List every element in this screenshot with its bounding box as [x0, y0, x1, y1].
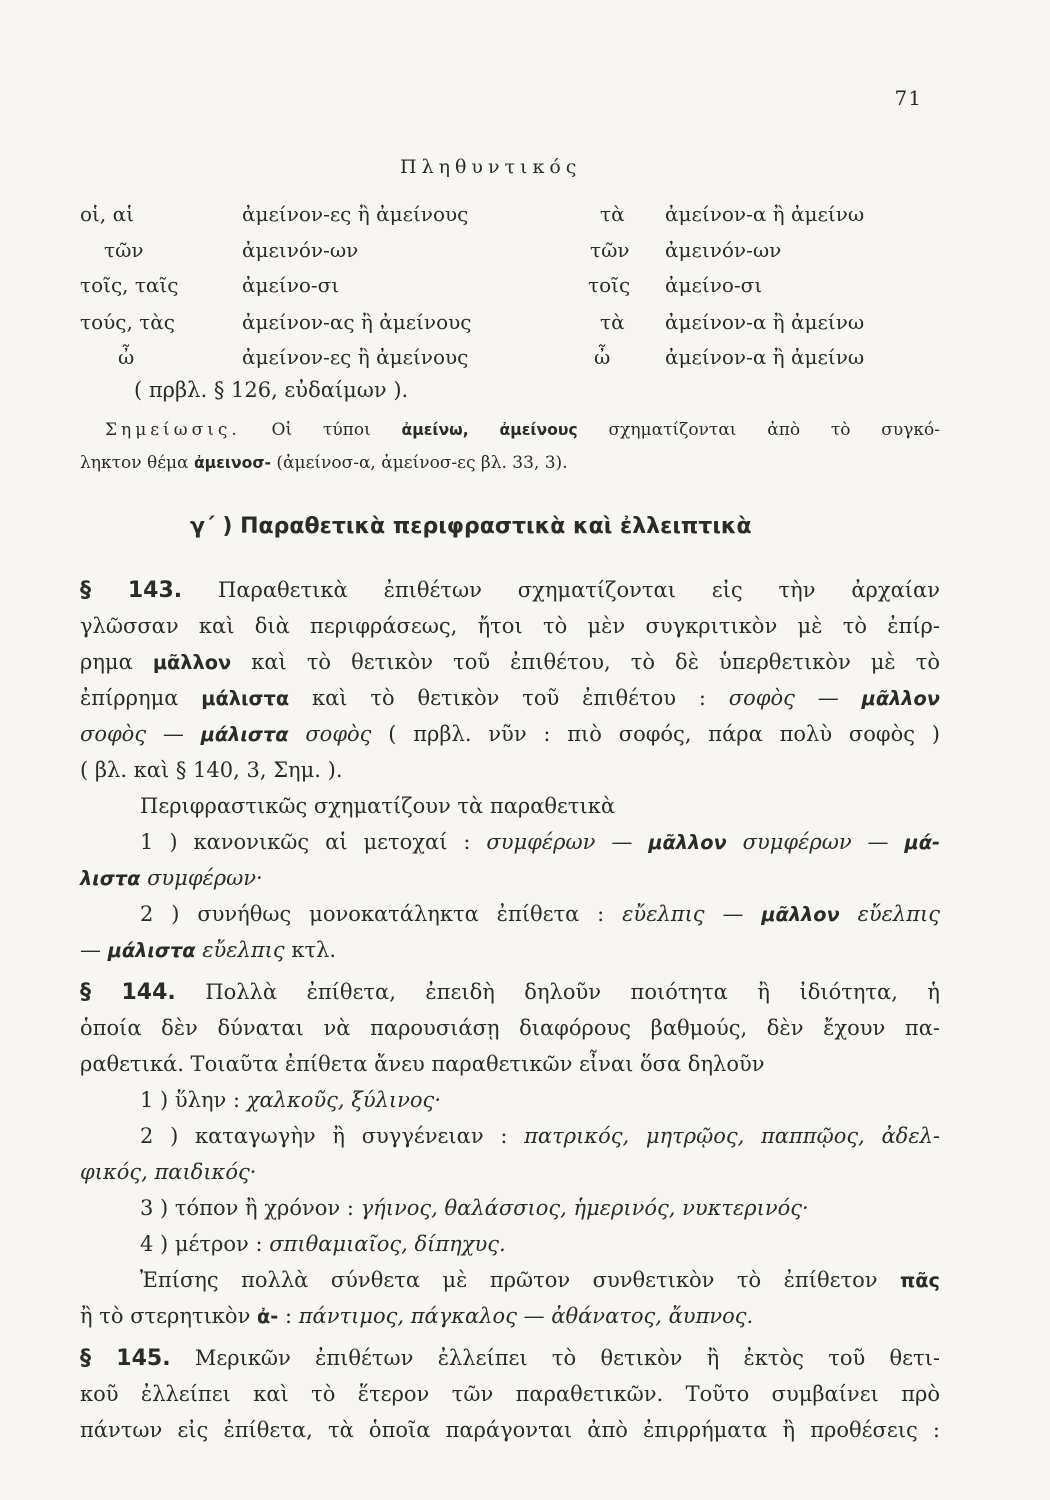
text: —: [851, 830, 905, 854]
italic-term: εὔελπις: [195, 938, 285, 962]
s144-line: [140, 1270, 940, 1291]
text: 3 ) τόπον ἢ χρόνον :: [140, 1196, 361, 1220]
italic-term: πατρικός, μητρῷος, παππῷος, ἀδελ-: [524, 1124, 940, 1148]
s143-line: [80, 580, 940, 602]
remark-text: ληκτον θέμα: [80, 453, 194, 473]
text: καὶ τὸ θετικὸν τοῦ ἐπιθέτου :: [289, 686, 729, 710]
text: —: [704, 902, 762, 926]
s144-line: [80, 1306, 940, 1327]
s144-line: [80, 982, 940, 1004]
remark-text: Οἱ τύποι: [240, 420, 402, 440]
section-number: § 144.: [80, 980, 176, 1005]
s144-line: ραθετικά. Τοιαῦτα ἐπίθετα ἄνευ παραθετικῶν εἶναι ὅσα δηλοῦν: [80, 1052, 765, 1076]
right-article: τὰ: [600, 310, 625, 334]
s143-line: Περιφραστικῶς σχηματίζουν τὰ παραθετικὰ: [140, 794, 616, 818]
bold-italic-term: μᾶλλον: [861, 687, 940, 710]
s143-line: [80, 940, 940, 961]
s144-line: [140, 1198, 940, 1219]
text: —: [80, 938, 108, 962]
left-form: ἀμείνον-ες ἢ ἀμείνους: [242, 202, 469, 226]
remark-label: Σημείωσις.: [105, 420, 241, 440]
s144-line: ὁποία δὲν δύναται νὰ παρουσιάσῃ διαφόρους βαθμούς, δὲν ἔχουν πα-: [80, 1016, 940, 1040]
remark-bold: ἀμείνω, ἀμείνους: [401, 420, 578, 439]
remark-line-2: [80, 455, 940, 472]
s143-line: [80, 724, 940, 745]
bold-italic-term: μά-: [904, 831, 941, 854]
text: 1 ) κανονικῶς αἱ μετοχαί :: [140, 830, 487, 854]
s144-line: [140, 1234, 940, 1255]
s143-line: γλῶσσαν καὶ διὰ περιφράσεως, ἤτοι τὸ μὲν συγκριτικὸν μὲ τὸ ἐπίρ-: [80, 614, 940, 638]
right-form: ἀμείνον-α ἢ ἀμείνω: [665, 202, 865, 226]
italic-term: εὔελπις: [839, 902, 940, 926]
s143-line: [140, 904, 940, 925]
text: 1 ) ὕλην :: [140, 1088, 247, 1112]
italic-term: πάντιμος, πάγκαλος — ἀθάνατος, ἄυπνος.: [298, 1304, 754, 1328]
italic-term: εὔελπις: [622, 902, 705, 926]
bold-term: μᾶλλον: [152, 651, 232, 674]
bold-italic-term: μᾶλλον: [761, 903, 840, 926]
text: —: [794, 686, 862, 710]
italic-term: γήινος, θαλάσσιος, ἡμερινός, νυκτερινός·: [360, 1196, 809, 1220]
s144-line: [140, 1090, 940, 1111]
left-articles: τῶν: [104, 238, 144, 262]
left-form: ἀμεινόν-ων: [242, 238, 359, 262]
right-article: τοῖς: [588, 273, 631, 297]
text: Ἐπίσης πολλὰ σύνθετα μὲ πρῶτον συνθετικὸν τὸ ἐπίθετον: [140, 1268, 900, 1292]
s143-line: [140, 832, 940, 853]
bold-italic-term: μάλιστα: [107, 939, 196, 962]
s143-line: ( βλ. καὶ § 140, 3, Σημ. ).: [80, 758, 343, 782]
text: Πολλὰ ἐπίθετα, ἐπειδὴ δηλοῦν ποιότητα ἢ ἰδιότητα, ἡ: [175, 980, 940, 1004]
left-form: ἀμείνο-σι: [242, 273, 340, 297]
italic-term: σοφὸς: [728, 686, 795, 710]
italic-term: συμφέρων·: [140, 866, 263, 890]
remark-line-1: [105, 422, 940, 439]
section-number: § 143.: [80, 578, 183, 603]
text: 2 ) συνήθως μονοκατάληκτα ἐπίθετα :: [140, 902, 623, 926]
right-form: ἀμεινόν-ων: [665, 238, 782, 262]
section-number: § 145.: [80, 1346, 171, 1371]
bold-italic-term: μᾶλλον: [648, 831, 727, 854]
text: ἐπίρρημα: [80, 686, 202, 710]
left-articles: οἱ, αἱ: [80, 202, 134, 226]
s143-line: [80, 652, 940, 673]
italic-term: χαλκοῦς, ξύλινος·: [246, 1088, 441, 1112]
remark-text: (ἀμείνοσ-α, ἀμείνοσ-ες βλ. 33, 3).: [271, 453, 568, 473]
compare-note: ( πρβλ. § 126, εὐδαίμων ).: [134, 378, 409, 402]
s143-line: [80, 688, 940, 709]
italic-term: συμφέρων: [486, 830, 596, 854]
bold-italic-term: λιστα: [80, 867, 141, 890]
bold-italic-term: μάλιστα: [200, 723, 289, 746]
plural-heading: Πληθυντικός: [400, 156, 582, 178]
text: —: [146, 722, 201, 746]
right-article: ὦ: [594, 345, 611, 369]
text: 4 ) μέτρον :: [140, 1232, 270, 1256]
left-articles: ὦ: [118, 345, 135, 369]
left-articles: τούς, τὰς: [80, 310, 175, 334]
section-heading: γ΄ ) Παραθετικὰ περιφραστικὰ καὶ ἐλλειπτικὰ: [190, 514, 752, 539]
right-form: ἀμείνο-σι: [665, 273, 763, 297]
s144-line: [140, 1126, 940, 1147]
left-articles: τοῖς, ταῖς: [80, 273, 179, 297]
bold-term: πᾶς: [900, 1269, 940, 1292]
remark-text: σχηματίζονται ἀπὸ τὸ συγκό-: [577, 420, 940, 440]
italic-term: σοφὸς: [288, 722, 372, 746]
left-form: ἀμείνον-ας ἢ ἀμείνους: [242, 310, 472, 334]
text: ( πρβλ. νῦν : πιὸ σοφός, πάρα πολὺ σοφὸς ): [371, 722, 940, 746]
s145-line: κοῦ ἐλλείπει καὶ τὸ ἕτερον τῶν παραθετικῶν. Τοῦτο συμβαίνει πρὸ: [80, 1382, 940, 1406]
bold-term: ἀ-: [257, 1305, 279, 1328]
text: ἢ τὸ στερητικὸν: [80, 1304, 258, 1328]
italic-term: σπιθαμιαῖος, δίπηχυς.: [269, 1232, 506, 1256]
text: καὶ τὸ θετικὸν τοῦ ἐπιθέτου, τὸ δὲ ὑπερθετικὸν μὲ τὸ: [231, 650, 940, 674]
text: Μερικῶν ἐπιθέτων ἐλλείπει τὸ θετικὸν ἢ ἐκτὸς τοῦ θετι-: [170, 1346, 941, 1370]
remark-bold: ἀμεινοσ-: [193, 453, 271, 472]
right-form: ἀμείνον-α ἢ ἀμείνω: [665, 345, 865, 369]
text: 2 ) καταγωγὴν ἢ συγγένειαν :: [140, 1124, 525, 1148]
text: :: [278, 1304, 299, 1328]
italic-term: σοφὸς: [80, 722, 147, 746]
s145-line: [80, 1348, 940, 1370]
s145-line: πάντων εἰς ἐπίθετα, τὰ ὁποῖα παράγονται ἀπὸ ἐπιρρήματα ἢ προθέσεις :: [80, 1418, 940, 1442]
text: —: [595, 830, 649, 854]
right-article: τὰ: [600, 202, 625, 226]
text: κτλ.: [284, 938, 337, 962]
left-form: ἀμείνον-ες ἢ ἀμείνους: [242, 345, 469, 369]
s144-line: φικός, παιδικός·: [80, 1160, 257, 1184]
text: ρημα: [80, 650, 153, 674]
bold-term: μάλιστα: [201, 687, 290, 710]
page-number: 71: [894, 86, 922, 110]
text: Παραθετικὰ ἐπιθέτων σχηματίζονται εἰς τὴν ἀρχαίαν: [182, 578, 940, 602]
italic-term: συμφέρων: [726, 830, 852, 854]
right-article: τῶν: [590, 238, 630, 262]
s143-line: [80, 868, 940, 889]
right-form: ἀμείνον-α ἢ ἀμείνω: [665, 310, 865, 334]
